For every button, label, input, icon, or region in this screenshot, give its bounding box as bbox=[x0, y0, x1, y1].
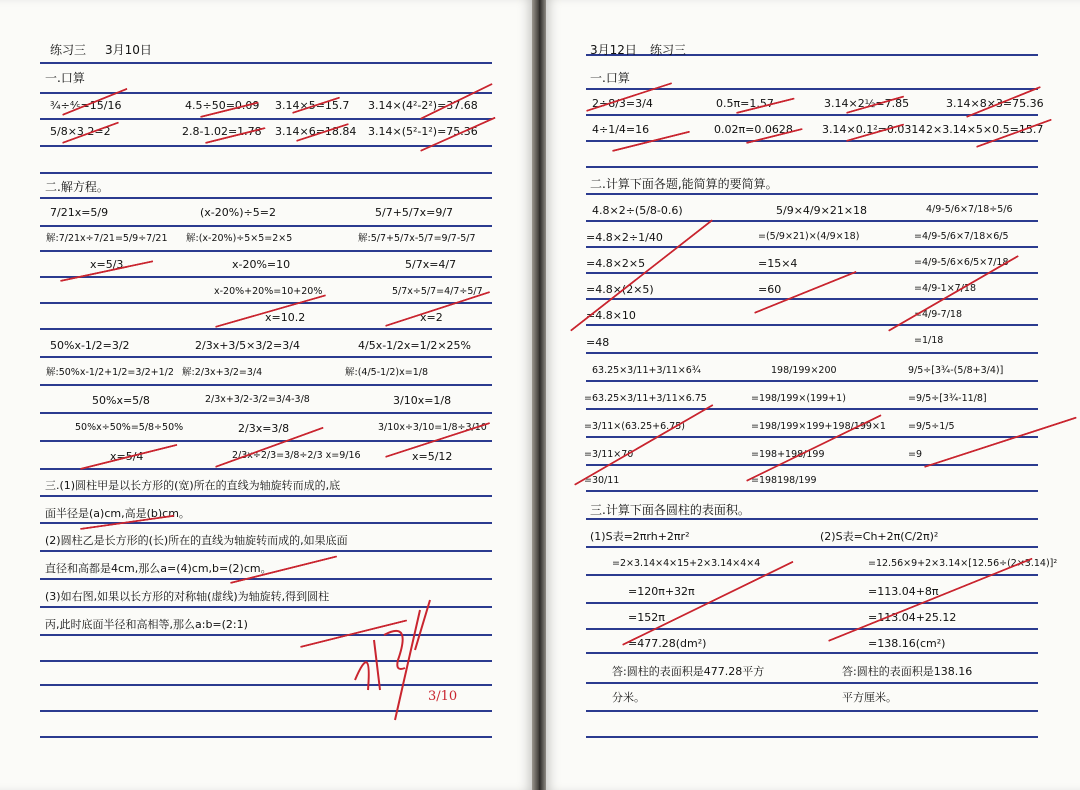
surface-calc-line: =152π bbox=[628, 611, 665, 624]
equation-line: x=10.2 bbox=[265, 311, 306, 324]
equation-line: 50%x=5/8 bbox=[92, 394, 150, 407]
ruled-line bbox=[586, 324, 1038, 326]
ruled-line bbox=[586, 652, 1038, 654]
surface-calc-line: =120π+32π bbox=[628, 585, 695, 598]
fill-in-line: 丙,此时底面半径和高相等,那么a:b=(2:1) bbox=[45, 618, 248, 631]
surface-calc-line: (2)S表=Ch+2π(C/2π)² bbox=[820, 530, 939, 543]
grade-mark bbox=[0, 0, 532, 790]
grade-date: 3/10 bbox=[428, 689, 458, 704]
ruled-line bbox=[586, 490, 1038, 492]
calc-line: =48 bbox=[586, 336, 610, 349]
equation-line: x=5/3 bbox=[90, 258, 124, 271]
calc-line: =4.8×2×5 bbox=[586, 257, 646, 270]
equation-line: 2/3x+3/5×3/2=3/4 bbox=[195, 339, 300, 352]
exercise-title: 练习三 bbox=[650, 43, 687, 57]
calc-line: =60 bbox=[758, 283, 782, 296]
calc-line: =198+198/199 bbox=[751, 449, 825, 460]
page-date: 3月10日 bbox=[105, 43, 152, 57]
fill-in-line: (2)圆柱乙是长方形的(长)所在的直线为轴旋转而成的,如果底面 bbox=[45, 534, 348, 547]
calc-line: =15×4 bbox=[758, 257, 798, 270]
section-title-equations: 二.解方程。 bbox=[45, 180, 109, 194]
equation-line: 2/3x=3/8 bbox=[238, 422, 290, 435]
equation-line: 50%x-1/2=3/2 bbox=[50, 339, 130, 352]
exercise-title: 练习三 bbox=[50, 43, 87, 57]
equation-line: 5/7x=4/7 bbox=[405, 258, 457, 271]
equation-line: 解:5/7+5/7x-5/7=9/7-5/7 bbox=[358, 233, 476, 244]
calc-line: =9 bbox=[908, 449, 923, 460]
surface-calc-line: =138.16(cm²) bbox=[868, 637, 946, 650]
equation-line: x-20%+20%=10+20% bbox=[214, 286, 323, 297]
equation-line: 解:(x-20%)÷5×5=2×5 bbox=[186, 233, 293, 244]
calc-line: =198198/199 bbox=[751, 475, 817, 486]
ruled-line bbox=[586, 166, 1038, 168]
ruled-line bbox=[586, 710, 1038, 712]
calc-line: =4/9-5/6×6/5×7/18 bbox=[914, 257, 1009, 268]
ruled-line bbox=[586, 682, 1038, 684]
equation-line: 7/21x=5/9 bbox=[50, 206, 109, 219]
ruled-line bbox=[586, 298, 1038, 300]
oral-item: 3.14×(4²-2²)=37.68 bbox=[368, 99, 478, 112]
calc-line: =4.8×(2×5) bbox=[586, 283, 654, 296]
equation-line: 解:2/3x+3/2=3/4 bbox=[182, 367, 263, 378]
oral-item: 3.14×2½=7.85 bbox=[824, 97, 910, 110]
oral-item: 2÷8/3=3/4 bbox=[592, 97, 653, 110]
calc-line: =9/5÷[3¾-11/8] bbox=[908, 393, 987, 404]
answer-line: 答:圆柱的表面积是477.28平方 bbox=[612, 665, 765, 678]
ruled-line bbox=[586, 272, 1038, 274]
calc-line: =3/11×70 bbox=[584, 449, 634, 460]
equation-line: x=2 bbox=[420, 311, 443, 324]
calc-line: =63.25×3/11+3/11×6.75 bbox=[584, 393, 707, 404]
oral-item: 3.14×6=18.84 bbox=[275, 125, 357, 138]
ruled-line bbox=[586, 408, 1038, 410]
equation-line: 2/3x÷2/3=3/8÷2/3 x=9/16 bbox=[232, 450, 361, 461]
ruled-line bbox=[586, 246, 1038, 248]
fill-in-line: (3)如右图,如果以长方形的对称轴(虚线)为轴旋转,得到圆柱 bbox=[45, 590, 330, 603]
calc-line: =3/11×(63.25+6.75) bbox=[584, 421, 685, 432]
section-title-oral: 一.口算 bbox=[45, 71, 85, 85]
surface-calc-line: =2×3.14×4×15+2×3.14×4×4 bbox=[612, 558, 761, 569]
fill-in-line: 直径和高都是4cm,那么a=(4)cm,b=(2)cm。 bbox=[45, 562, 272, 575]
ruled-line bbox=[586, 546, 1038, 548]
calc-line: =(5/9×21)×(4/9×18) bbox=[758, 231, 860, 242]
oral-item: 5/8×3.2=2 bbox=[50, 125, 111, 138]
surface-calc-line: (1)S表=2πrh+2πr² bbox=[590, 530, 690, 543]
calc-line: =4.8×2÷1/40 bbox=[586, 231, 663, 244]
answer-line: 分米。 bbox=[612, 691, 645, 704]
calc-line: 4/9-5/6×7/18÷5/6 bbox=[926, 204, 1013, 215]
surface-calc-line: =113.04+8π bbox=[868, 585, 939, 598]
oral-item: ¾÷⅘=15/16 bbox=[50, 99, 122, 112]
ruled-line bbox=[586, 464, 1038, 466]
notebook-binding bbox=[532, 0, 546, 790]
oral-item: 3.14×8×3=75.36 bbox=[946, 97, 1044, 110]
equation-line: 解:7/21x÷7/21=5/9÷7/21 bbox=[46, 233, 168, 244]
answer-line: 平方厘米。 bbox=[842, 691, 897, 704]
calc-line: =198/199×(199+1) bbox=[751, 393, 846, 404]
oral-item: 2×3.14×5×0.5=15.7 bbox=[926, 123, 1044, 136]
calc-line: =4/9-5/6×7/18×6/5 bbox=[914, 231, 1009, 242]
equation-line: 3/10x=1/8 bbox=[393, 394, 452, 407]
ruled-line bbox=[586, 193, 1038, 195]
section-title-surface: 三.计算下面各圆柱的表面积。 bbox=[590, 503, 750, 517]
right-page bbox=[546, 0, 1080, 790]
page-date: 3月12日 bbox=[590, 43, 637, 57]
oral-item: 2.8-1.02=1.78 bbox=[182, 125, 262, 138]
surface-calc-line: =12.56×9+2×3.14×[12.56÷(2×3.14)]² bbox=[868, 558, 1058, 569]
oral-item: 4÷1/4=16 bbox=[592, 123, 650, 136]
calc-line: =4/9-1×7/18 bbox=[914, 283, 977, 294]
equation-line: x=5/12 bbox=[412, 450, 453, 463]
ruled-line bbox=[586, 574, 1038, 576]
equation-line: x=5/4 bbox=[110, 450, 144, 463]
section-title-calc: 二.计算下面各题,能简算的要简算。 bbox=[590, 177, 778, 191]
calc-line: =4/9-7/18 bbox=[914, 309, 963, 320]
oral-item: 3.14×5=15.7 bbox=[275, 99, 350, 112]
fill-in-line: 三.(1)圆柱甲是以长方形的(宽)所在的直线为轴旋转而成的,底 bbox=[45, 479, 341, 492]
calc-line: 4.8×2÷(5/8-0.6) bbox=[592, 204, 683, 217]
ruled-line bbox=[586, 736, 1038, 738]
fill-in-line: 面半径是(a)cm,高是(b)cm。 bbox=[45, 507, 190, 520]
oral-item: 4.5÷50=0.09 bbox=[185, 99, 260, 112]
calc-line: 198/199×200 bbox=[771, 365, 837, 376]
calc-line: 9/5÷[3¾-(5/8+3/4)] bbox=[908, 365, 1004, 376]
calc-line: =1/18 bbox=[914, 335, 944, 346]
oral-item: 0.5π=1.57 bbox=[716, 97, 774, 110]
equation-line: x-20%=10 bbox=[232, 258, 291, 271]
ruled-line bbox=[586, 602, 1038, 604]
equation-line: 5/7x÷5/7=4/7÷5/7 bbox=[392, 286, 483, 297]
equation-line: 5/7+5/7x=9/7 bbox=[375, 206, 454, 219]
left-page bbox=[0, 0, 532, 790]
equation-line: (x-20%)÷5=2 bbox=[200, 206, 276, 219]
surface-calc-line: =113.04+25.12 bbox=[868, 611, 957, 624]
answer-line: 答:圆柱的表面积是138.16 bbox=[842, 665, 973, 678]
equation-line: 4/5x-1/2x=1/2×25% bbox=[358, 339, 471, 352]
calc-line: 5/9×4/9×21×18 bbox=[776, 204, 868, 217]
calc-line: 63.25×3/11+3/11×6¾ bbox=[592, 365, 701, 376]
ruled-line bbox=[586, 352, 1038, 354]
ruled-line bbox=[586, 220, 1038, 222]
surface-calc-line: =477.28(dm²) bbox=[628, 637, 707, 650]
ruled-line bbox=[586, 518, 1038, 520]
calc-line: =9/5÷1/5 bbox=[908, 421, 955, 432]
section-title-oral: 一.口算 bbox=[590, 71, 630, 85]
equation-line: 2/3x+3/2-3/2=3/4-3/8 bbox=[205, 394, 310, 405]
oral-item: 0.02π=0.0628 bbox=[714, 123, 793, 136]
equation-line: 解:(4/5-1/2)x=1/8 bbox=[345, 367, 428, 378]
calc-line: =198/199×199+198/199×1 bbox=[751, 421, 886, 432]
equation-line: 3/10x÷3/10=1/8÷3/10 bbox=[378, 422, 487, 433]
calc-line: =30/11 bbox=[584, 475, 620, 486]
calc-line: =4.8×10 bbox=[586, 309, 636, 322]
ruled-line bbox=[586, 380, 1038, 382]
equation-line: 50%x÷50%=5/8÷50% bbox=[75, 422, 184, 433]
oral-item: 3.14×(5²-1²)=75.36 bbox=[368, 125, 478, 138]
oral-item: 3.14×0.1²=0.0314 bbox=[822, 123, 926, 136]
equation-line: 解:50%x-1/2+1/2=3/2+1/2 bbox=[46, 367, 174, 378]
check-mark bbox=[574, 404, 714, 486]
